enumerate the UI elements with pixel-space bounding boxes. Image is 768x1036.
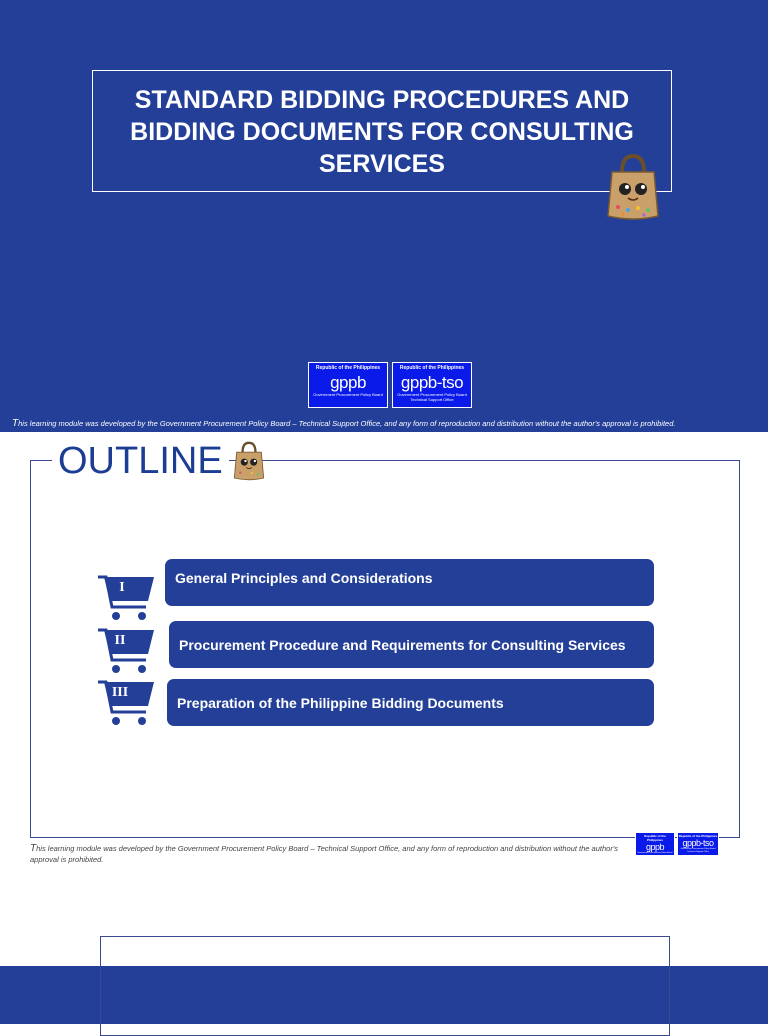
outline-item-3-cart: III	[96, 678, 156, 726]
outline-item-2: Procurement Procedure and Requirements for Consulting Services	[169, 621, 654, 668]
slide2-footer-disclaimer: This learning module was developed by the Government Procurement Policy Board – Technical Support Office, and any form of reproduction and distribution without the author's approval is prohibited.	[30, 843, 619, 864]
slide1-footer-disclaimer: This learning module was developed by the Government Procurement Policy Board – Technical Support Office, and any form of reproduction and distribution without the author's approval is prohibited.	[12, 418, 676, 429]
outline-item-3: Preparation of the Philippine Bidding Documents	[167, 679, 654, 726]
gppb-logo-small: Republic of the Philippines gppb Government Procurement Policy Board	[635, 832, 675, 856]
mascot-bag-icon	[232, 440, 266, 482]
outline-item-2-cart: II	[96, 626, 156, 674]
mascot-bag-icon	[604, 152, 662, 222]
gppb-logo: Republic of the Philippines gppb Government Procurement Policy Board	[308, 362, 388, 408]
slide-title: STANDARD BIDDING PROCEDURES AND BIDDING DOCUMENTS FOR CONSULTING SERVICES	[130, 86, 634, 178]
next-slide-frame	[100, 936, 670, 1036]
gppb-tso-logo-small: Republic of the Philippines gppb-tso Government Procurement Policy Board Technical Support Office	[677, 832, 719, 856]
outline-item-1: General Principles and Considerations	[165, 559, 654, 606]
gppb-tso-logo: Republic of the Philippines gppb-tso Government Procurement Policy Board Technical Support Office	[392, 362, 472, 408]
outline-heading: OUTLINE	[52, 440, 229, 483]
outline-item-1-cart: I	[96, 573, 156, 621]
